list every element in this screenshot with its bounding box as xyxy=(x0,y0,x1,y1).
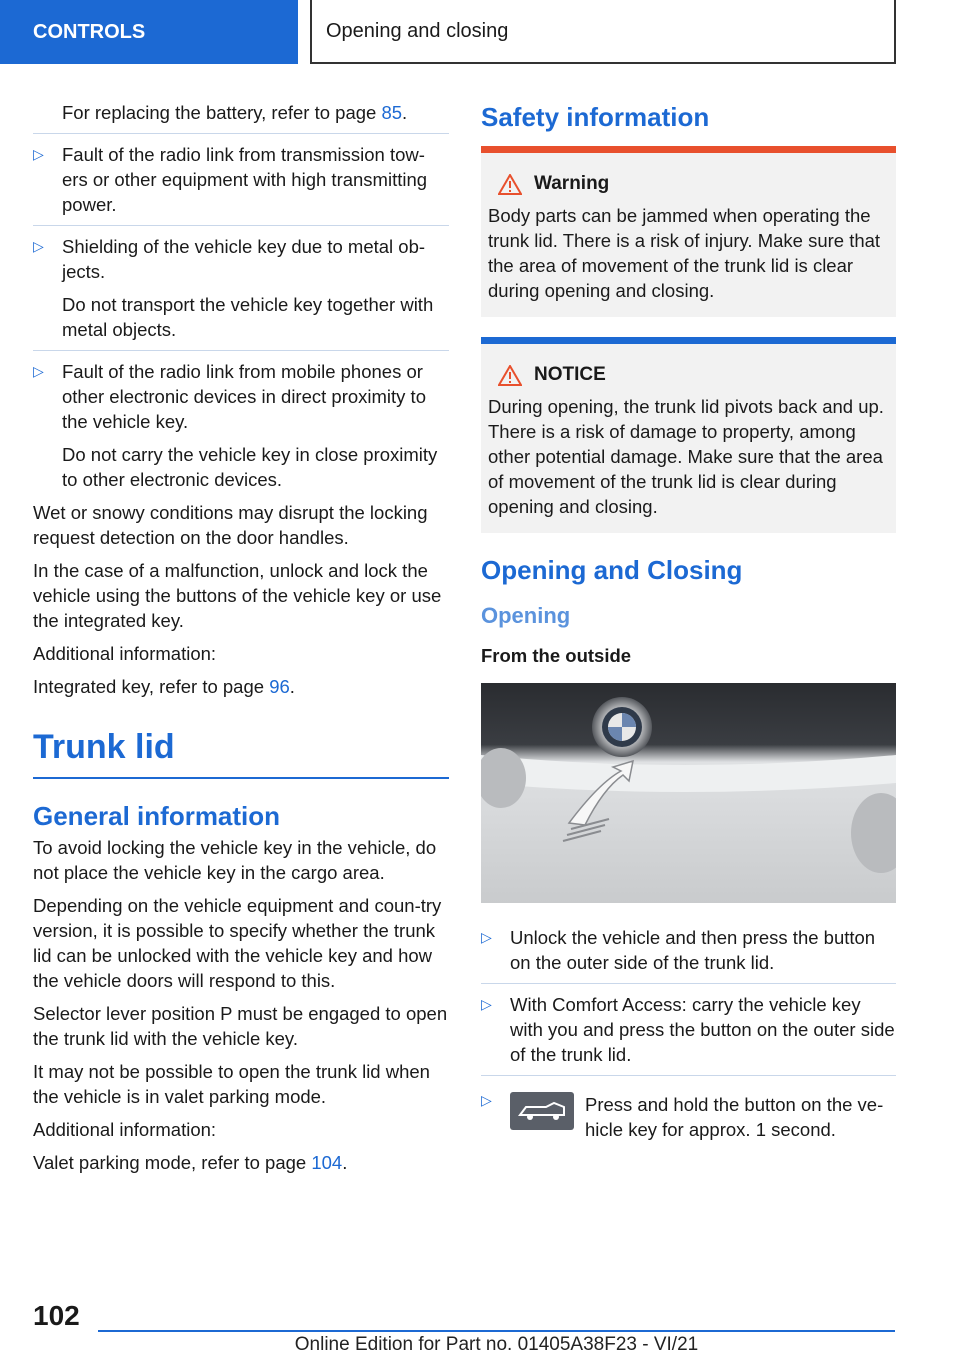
warning-box xyxy=(481,146,896,317)
list-divider xyxy=(33,225,449,226)
general-paragraph: It may not be possible to open the trunk lid when the vehicle is in valet parking mode. xyxy=(33,1061,430,1107)
footer-rule xyxy=(98,1330,895,1332)
warning-text: Body parts can be jammed when operating the trunk lid. There is a risk of injury. Make sure that the area of movement of the trunk lid is clear during opening and closing. xyxy=(488,205,881,301)
section-title: CONTROLS xyxy=(33,20,146,43)
valet-paragraph: Valet parking mode, refer to page 104. xyxy=(33,1152,348,1173)
key-instruction-text: Press and hold the button on the ve-hicle key for approx. 1 second. xyxy=(585,1094,884,1140)
triangle-right-icon: ▷ xyxy=(481,929,492,945)
warning-triangle-icon xyxy=(498,174,522,195)
page-link-96[interactable]: 96 xyxy=(269,676,290,697)
list-divider xyxy=(481,983,896,984)
page-number: 102 xyxy=(33,1300,80,1331)
wet-paragraph: Wet or snowy conditions may disrupt the locking request detection on the door handles. xyxy=(33,502,428,548)
warning-triangle-icon xyxy=(498,365,522,386)
notice-title: NOTICE xyxy=(488,364,888,386)
section-tab xyxy=(0,0,298,64)
left-column xyxy=(33,100,449,1183)
heading-rule xyxy=(33,777,449,779)
page-link-85[interactable]: 85 xyxy=(381,102,403,123)
general-info-heading: General information xyxy=(33,801,281,831)
safety-heading: Safety information xyxy=(481,102,710,132)
trunk-car-icon xyxy=(510,1092,574,1130)
list-subtext: Do not carry the vehicle key in close proximity to other electronic devices. xyxy=(62,444,438,490)
trunk-lid-heading: Trunk lid xyxy=(33,728,175,766)
opening-heading: Opening xyxy=(481,603,571,628)
notice-box xyxy=(481,337,896,533)
general-paragraph: To avoid locking the vehicle key in the vehicle, do not place the vehicle key in the cargo area. xyxy=(33,837,437,883)
list-subtext: Do not transport the vehicle key together with metal objects. xyxy=(62,294,434,340)
from-outside-heading: From the outside xyxy=(481,645,632,666)
list-item: ▷ Fault of the radio link from transmission tow-ers or other equipment with high transmitting power. xyxy=(33,144,428,215)
general-paragraph: Depending on the vehicle equipment and coun-try version, it is possible to specify whether the trunk lid can be unlocked with the vehicle key and how the vehicle doors will respond to this. xyxy=(33,895,442,991)
chapter-title: Opening and closing xyxy=(326,19,509,42)
battery-paragraph: For replacing the battery, refer to page 85. xyxy=(62,102,408,123)
list-item: ▷ Fault of the radio link from mobile phones or other electronic devices in direct proximity to the vehicle key. xyxy=(33,361,426,432)
page-link-104[interactable]: 104 xyxy=(311,1152,343,1173)
list-divider xyxy=(481,1075,896,1076)
additional-info-label: Additional information: xyxy=(33,1119,217,1140)
integrated-key-paragraph: Integrated key, refer to page 96. xyxy=(33,676,295,697)
list-item: ▷ Shielding of the vehicle key due to metal ob-jects. xyxy=(33,236,426,282)
warning-title: Warning xyxy=(488,173,888,195)
list-item xyxy=(481,1092,896,1142)
trunk-photo-illustration xyxy=(481,683,896,903)
list-item: ▷ With Comfort Access: carry the vehicle key with you and press the button on the outer side of the trunk lid. xyxy=(481,994,895,1065)
triangle-right-icon: ▷ xyxy=(481,1092,492,1108)
notice-text: During opening, the trunk lid pivots back and up. There is a risk of damage to property, among other potential damage. Make sure that the area of movement of the trunk lid is clear during opening and closing. xyxy=(488,396,884,517)
list-item: ▷ Unlock the vehicle and then press the button on the outer side of the trunk lid. xyxy=(481,927,876,973)
additional-info-label: Additional information: xyxy=(33,643,217,664)
malfunction-paragraph: In the case of a malfunction, unlock and lock the vehicle using the buttons of the vehicle key or use the integrated key. xyxy=(33,560,442,631)
triangle-right-icon: ▷ xyxy=(33,363,44,379)
edition-footer: Online Edition for Part no. 01405A38F23 - VI/21 xyxy=(294,1334,699,1355)
right-column xyxy=(481,100,896,1142)
triangle-right-icon: ▷ xyxy=(33,146,44,162)
triangle-right-icon: ▷ xyxy=(33,238,44,254)
chapter-header xyxy=(310,0,896,64)
trunk-button-photo xyxy=(481,683,896,903)
triangle-right-icon: ▷ xyxy=(481,996,492,1012)
list-divider xyxy=(33,350,449,351)
opening-closing-heading: Opening and Closing xyxy=(481,555,743,585)
general-paragraph: Selector lever position P must be engaged to open the trunk lid with the vehicle key. xyxy=(33,1003,448,1049)
list-divider xyxy=(33,133,449,134)
